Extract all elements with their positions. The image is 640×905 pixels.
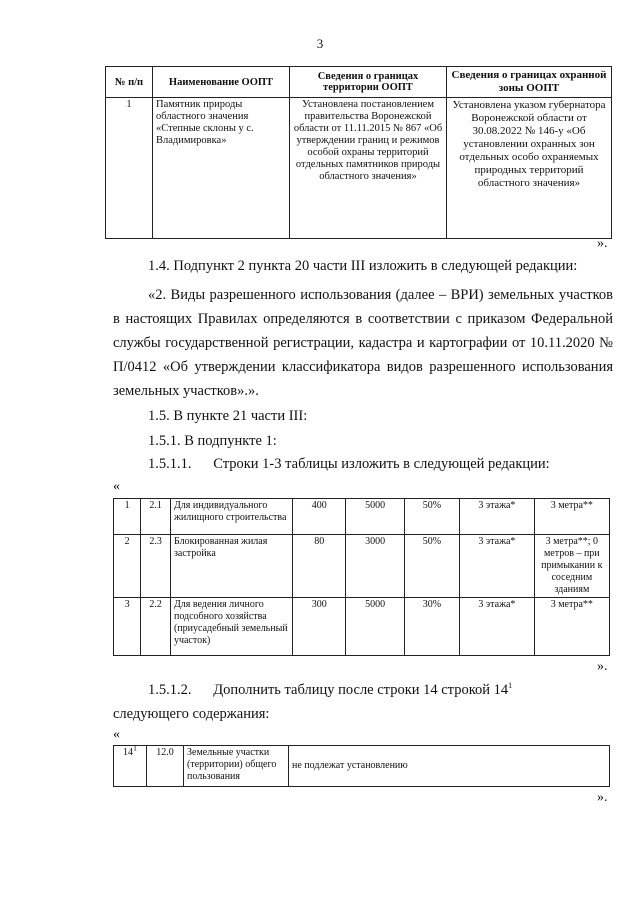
table-cell: 3 — [114, 598, 141, 656]
closing-quote: ». — [597, 659, 608, 674]
row-14-1-table — [113, 745, 610, 787]
table-row — [106, 98, 612, 239]
table-cell: 2.2 — [141, 598, 171, 656]
page-number: 3 — [316, 36, 324, 51]
table-cell: 50% — [404, 535, 459, 598]
paragraph-1-5-1-1: 1.5.1.1. Строки 1-3 таблицы изложить в следующей редакции: — [148, 456, 550, 472]
table-cell: Памятник природы областного значения «Степные склоны у с. Владимировка» — [153, 98, 290, 239]
table-cell — [114, 743, 147, 787]
table-cell: не подлежат установлению — [289, 746, 610, 787]
closing-quote: ». — [597, 236, 608, 251]
table-row — [114, 535, 610, 598]
table-cell: 3 этажа* — [460, 598, 535, 656]
row-number: 14 — [123, 747, 133, 758]
table-cell: 2.3 — [141, 535, 171, 598]
header-cell: Сведения о границах территории ООПТ — [290, 67, 447, 98]
table-cell: 400 — [293, 499, 346, 535]
paragraph-1-5: 1.5. В пункте 21 части III: — [148, 408, 308, 424]
table-cell: 1 — [106, 98, 153, 239]
header-cell: № п/п — [106, 67, 153, 98]
table-cell: 30% — [404, 598, 459, 656]
table-cell: 1 — [114, 499, 141, 535]
paragraph-1-5-1: 1.5.1. В подпункте 1: — [148, 433, 277, 449]
header-cell: Наименование ООПТ — [153, 67, 290, 98]
table-cell: 5000 — [346, 598, 404, 656]
table-cell: 2 — [114, 535, 141, 598]
table-cell: 3 метра** — [534, 499, 609, 535]
table-cell: Для ведения личного подсобного хозяйства (приусадебный земельный участок) — [170, 598, 292, 656]
table-cell: 3 этажа* — [460, 499, 535, 535]
closing-quote: ». — [597, 790, 608, 805]
superscript: 1 — [508, 681, 513, 691]
table-row — [114, 746, 610, 787]
table-cell: 3 метра**; 0 метров – при примыкании к соседним зданиям — [534, 535, 609, 598]
table-cell: Блокированная жилая застройка — [170, 535, 292, 598]
table-cell: Земельные участки (территории) общего пользования — [184, 746, 289, 787]
table-cell: 5000 — [346, 499, 404, 535]
table-row — [114, 499, 610, 535]
paragraph-1-4-body: «2. Виды разрешенного использования (далее – ВРИ) земельных участков в настоящих Правилах определяются в соответствии с приказом Федеральной службы государственной регистрации, кадастра и картографии от 10.11.2020 № П/0412 «Об утверждении классификатора видов разрешенного использования земельных участков».». — [113, 287, 613, 399]
table-cell: Установлена постановлением правительства Воронежской области от 11.11.2015 № 867 «Об утверждении границ и режимов особой охраны территорий отдельных памятников природы областного значения» — [290, 98, 447, 239]
table-cell: Для индивидуального жилищного строительства — [170, 499, 292, 535]
table-cell: 3 этажа* — [460, 535, 535, 598]
table-cell: 300 — [293, 598, 346, 656]
table-cell: Установлена указом губернатора Воронежской области от 30.08.2022 № 146-у «Об установлении охранных зон отдельных особо охраняемых природных территорий областного значения» — [447, 98, 612, 239]
table-cell: 50% — [404, 499, 459, 535]
paragraph-text: 1.5.1.2. Дополнить таблицу после строки 14 строкой 14 — [148, 682, 509, 698]
table-cell: 3 метра** — [534, 598, 609, 656]
table-cell: 2.1 — [141, 499, 171, 535]
oopt-table — [105, 66, 612, 239]
table-row — [114, 598, 610, 656]
paragraph-1-4: 1.4. Подпункт 2 пункта 20 части III изложить в следующей редакции: — [148, 258, 578, 274]
paragraph-1-5-1-2 — [148, 682, 512, 699]
opening-quote: « — [113, 479, 120, 494]
opening-quote: « — [113, 727, 120, 742]
table-cell: 12.0 — [147, 746, 184, 787]
table-cell: 80 — [293, 535, 346, 598]
header-cell: Сведения о границах охранной зоны ООПТ — [447, 67, 612, 98]
table-cell: 3000 — [346, 535, 404, 598]
superscript: 1 — [133, 743, 137, 753]
table-header-row — [106, 67, 612, 98]
paragraph-1-5-1-2-cont: следующего содержания: — [113, 706, 270, 722]
zoning-table — [113, 498, 610, 656]
